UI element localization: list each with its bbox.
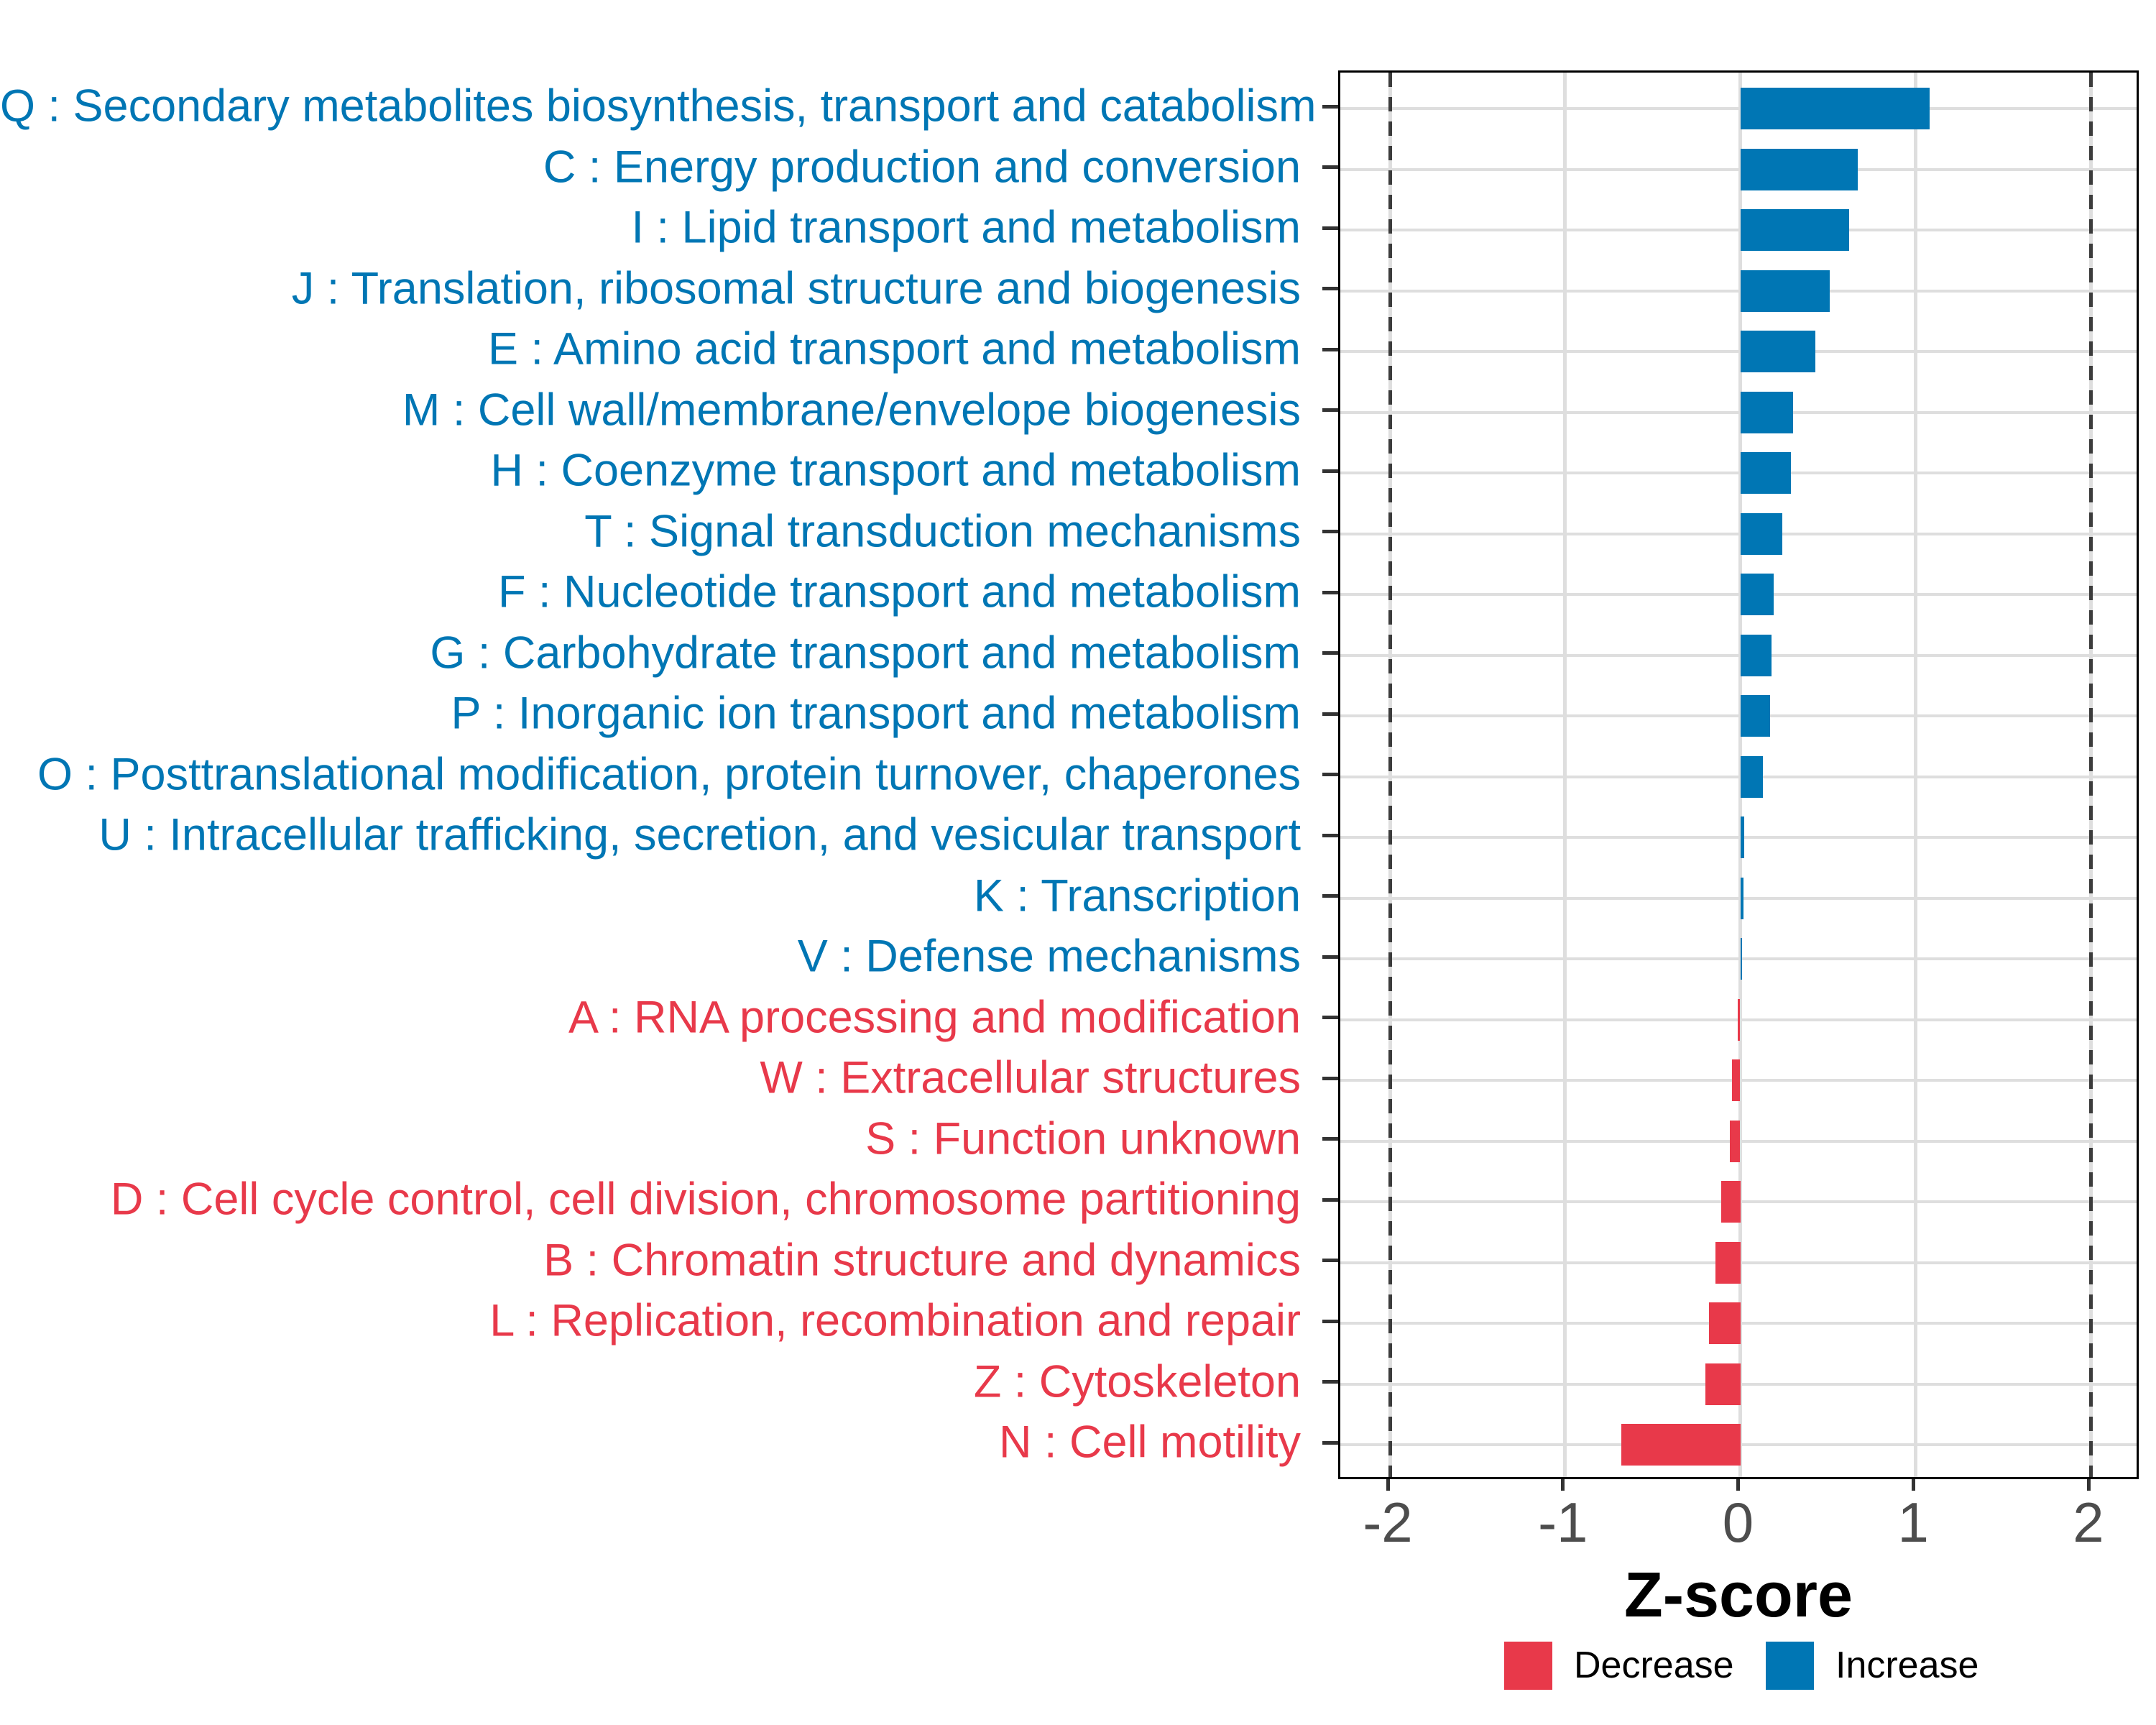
bar: [1741, 695, 1770, 737]
bar: [1741, 392, 1793, 433]
plot-panel: [1338, 70, 2139, 1479]
y-axis-tick-mark: [1322, 530, 1338, 533]
y-axis-category-label: O : Posttranslational modification, protein turnover, chaperones: [37, 749, 1301, 800]
x-axis-tick-label: 2: [2073, 1491, 2104, 1554]
gridline-horizontal: [1340, 411, 2137, 414]
bar: [1741, 816, 1745, 858]
bar: [1741, 635, 1772, 676]
bar: [1741, 938, 1742, 980]
y-axis-category-label: T : Signal transduction mechanisms: [584, 506, 1301, 557]
y-axis-category-label: S : Function unknown: [865, 1113, 1301, 1164]
dashed-threshold-line: [1388, 73, 1392, 1477]
y-axis-category-label: I : Lipid transport and metabolism: [631, 202, 1301, 253]
y-axis-category-label: N : Cell motility: [998, 1417, 1301, 1468]
y-axis-tick-mark: [1322, 287, 1338, 290]
y-axis-tick-mark: [1322, 105, 1338, 109]
gridline-horizontal: [1340, 957, 2137, 960]
x-axis-tick-label: -1: [1538, 1491, 1588, 1554]
y-axis-tick-mark: [1322, 1441, 1338, 1445]
y-axis-category-label: Q : Secondary metabolites biosynthesis, transport and catabolism: [0, 80, 1317, 132]
gridline-horizontal: [1340, 533, 2137, 535]
gridline-horizontal: [1340, 714, 2137, 717]
y-axis-tick-mark: [1322, 1259, 1338, 1262]
bar: [1738, 999, 1740, 1041]
y-axis-tick-mark: [1322, 955, 1338, 959]
x-axis-tick-label: 0: [1722, 1491, 1754, 1554]
bar: [1741, 574, 1774, 615]
y-axis-tick-mark: [1322, 834, 1338, 837]
y-axis-category-label: U : Intracellular trafficking, secretion, and vesicular transport: [98, 809, 1301, 860]
gridline-horizontal: [1340, 350, 2137, 353]
bar: [1741, 209, 1849, 251]
gridline-horizontal: [1340, 168, 2137, 171]
dashed-threshold-line: [2089, 73, 2093, 1477]
y-axis-category-label: B : Chromatin structure and dynamics: [543, 1235, 1301, 1286]
gridline-horizontal: [1340, 290, 2137, 293]
gridline-horizontal: [1340, 593, 2137, 596]
x-axis-tick-mark: [1386, 1479, 1390, 1491]
bar: [1730, 1121, 1740, 1162]
x-axis-title: Z-score: [1624, 1559, 1853, 1630]
bar: [1709, 1302, 1741, 1344]
y-axis-category-label: D : Cell cycle control, cell division, chromosome partitioning: [110, 1174, 1301, 1225]
y-axis-category-label: L : Replication, recombination and repair: [489, 1295, 1301, 1346]
x-axis-tick-label: 1: [1897, 1491, 1929, 1554]
x-axis-tick-mark: [1912, 1479, 1915, 1491]
y-axis-category-label: M : Cell wall/membrane/envelope biogenesis: [402, 385, 1301, 436]
y-axis-tick-mark: [1322, 773, 1338, 776]
bar: [1621, 1424, 1741, 1466]
gridline-horizontal: [1340, 836, 2137, 839]
y-axis-tick-mark: [1322, 1320, 1338, 1323]
bar: [1741, 331, 1816, 372]
gridline-horizontal: [1340, 107, 2137, 110]
gridline-horizontal: [1340, 776, 2137, 778]
y-axis-category-label: A : RNA processing and modification: [568, 992, 1301, 1043]
gridline-horizontal: [1340, 654, 2137, 657]
x-axis-tick-label: -2: [1363, 1491, 1413, 1554]
y-axis-category-label: J : Translation, ribosomal structure and biogenesis: [291, 263, 1301, 314]
bar: [1741, 452, 1792, 494]
y-axis-tick-mark: [1322, 651, 1338, 655]
y-axis-category-label: C : Energy production and conversion: [543, 142, 1301, 193]
y-axis-category-label: K : Transcription: [973, 870, 1301, 921]
gridline-horizontal: [1340, 229, 2137, 231]
bar: [1741, 878, 1744, 919]
y-axis-category-label: H : Coenzyme transport and metabolism: [490, 445, 1301, 496]
bar: [1705, 1363, 1741, 1405]
y-axis-tick-mark: [1322, 348, 1338, 351]
bar: [1741, 88, 1930, 129]
bar: [1741, 149, 1858, 190]
y-axis-category-label: E : Amino acid transport and metabolism: [487, 323, 1301, 374]
legend-swatch: [1766, 1642, 1814, 1690]
legend-swatch: [1504, 1642, 1552, 1690]
gridline-horizontal: [1340, 897, 2137, 900]
y-axis-tick-mark: [1322, 1380, 1338, 1384]
y-axis-category-label: P : Inorganic ion transport and metabolism: [451, 688, 1301, 739]
y-axis-category-label: F : Nucleotide transport and metabolism: [497, 566, 1301, 617]
y-axis-tick-mark: [1322, 894, 1338, 898]
x-axis-tick-mark: [1736, 1479, 1740, 1491]
bar: [1741, 756, 1764, 798]
y-axis-tick-mark: [1322, 469, 1338, 473]
y-axis-tick-mark: [1322, 165, 1338, 169]
gridline-horizontal: [1340, 472, 2137, 474]
legend-label: Increase: [1835, 1644, 1979, 1686]
x-axis-tick-mark: [1561, 1479, 1565, 1491]
y-axis-tick-mark: [1322, 1198, 1338, 1202]
bar: [1721, 1181, 1741, 1223]
y-axis-category-label: W : Extracellular structures: [760, 1052, 1301, 1103]
bar: [1732, 1059, 1740, 1101]
y-axis-tick-mark: [1322, 408, 1338, 412]
y-axis-category-label: Z : Cytoskeleton: [973, 1356, 1301, 1407]
y-axis-tick-mark: [1322, 1077, 1338, 1080]
y-axis-tick-mark: [1322, 1137, 1338, 1141]
bar: [1741, 513, 1783, 555]
y-axis-tick-mark: [1322, 712, 1338, 716]
bar: [1715, 1242, 1740, 1284]
y-axis-tick-mark: [1322, 591, 1338, 594]
legend-label: Decrease: [1574, 1644, 1734, 1686]
y-axis-category-label: V : Defense mechanisms: [797, 931, 1301, 982]
y-axis-tick-mark: [1322, 1016, 1338, 1019]
x-axis-tick-mark: [2087, 1479, 2091, 1491]
y-axis-tick-mark: [1322, 226, 1338, 230]
bar: [1741, 270, 1830, 312]
y-axis-category-label: G : Carbohydrate transport and metabolism: [430, 627, 1301, 678]
